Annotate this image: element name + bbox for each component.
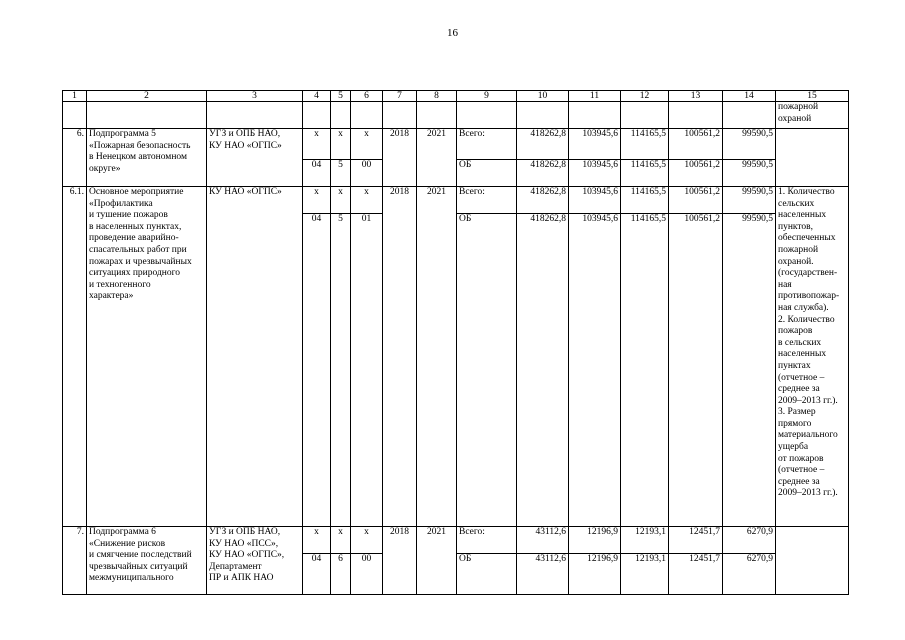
row-name-line: проведение аварийно- [89, 233, 179, 244]
row-name-line: в населенных пунктах, [89, 221, 182, 232]
value-2020: 100561,2 [669, 160, 723, 187]
row-indicators-line: (отчетное – [778, 465, 825, 476]
value-2020: 100561,2 [669, 214, 723, 527]
end-year: 2021 [417, 129, 457, 187]
row-indicators-line: пунктах [778, 360, 811, 371]
funding-source: Всего: [457, 527, 517, 554]
row-name-line: и смягчение последствий [89, 550, 192, 561]
row-indicators-line: среднее за [778, 384, 820, 395]
row-indicators-line: 2009–2013 гг.). [778, 395, 838, 406]
row-indicators-line: пожаров [778, 326, 813, 337]
row-name [87, 129, 207, 187]
value-2018: 12196,9 [569, 554, 621, 595]
cont-cell-12 [621, 102, 669, 129]
row-executor-line: Департамент [209, 561, 262, 572]
row-executor-line: КУ НАО «ОГПС», [209, 550, 285, 561]
start-year: 2018 [383, 129, 417, 187]
code-col6: 01 [351, 214, 383, 527]
row-indicators-line: противопожар- [778, 291, 840, 302]
end-year: 2021 [417, 187, 457, 527]
row-name-line: Подпрограмма 6 [89, 527, 156, 537]
funding-source: ОБ [457, 214, 517, 527]
value-2020: 12451,7 [669, 527, 723, 554]
value-2019: 114165,5 [621, 187, 669, 214]
code-col5: х [331, 527, 351, 554]
row-name-line: Основное мероприятие [89, 187, 184, 197]
row-indicators-line: пунктов, [778, 221, 814, 232]
cont-cell-5 [331, 102, 351, 129]
value-2019: 114165,5 [621, 214, 669, 527]
row-indicators-line: ная служба). [778, 302, 829, 313]
header-col-1: 1 [63, 91, 87, 102]
row-indicators-line: 2. Количество [778, 314, 835, 325]
row-executor-line: УГЗ и ОПБ НАО, [209, 527, 281, 537]
value-2021: 6270,9 [723, 554, 776, 595]
code-col4: х [303, 129, 331, 160]
row-indicators-line: ущерба [778, 442, 809, 453]
row-name-line: пожарах и чрезвычайных [89, 256, 192, 267]
header-col-5: 5 [331, 91, 351, 102]
cont-cell-4 [303, 102, 331, 129]
header-col-10: 10 [517, 91, 569, 102]
row-executor [207, 129, 303, 187]
value-2018: 103945,6 [569, 129, 621, 160]
row-name-line: округе» [89, 163, 121, 174]
funding-source: Всего: [457, 187, 517, 214]
value-total: 418262,8 [517, 160, 569, 187]
cont-col15-line: пожарной [778, 102, 819, 112]
cont-cell-1 [63, 102, 87, 129]
row-indicators-line: 3. Размер [778, 407, 816, 418]
row-indicators-line: материального [778, 430, 838, 441]
table-row [63, 527, 849, 554]
row-name [87, 187, 207, 527]
funding-source: ОБ [457, 554, 517, 595]
value-2019: 12193,1 [621, 527, 669, 554]
row-executor-line: КУ НАО «ОГПС» [209, 140, 282, 151]
row-indicators-line: ная [778, 279, 792, 290]
value-2019: 12193,1 [621, 554, 669, 595]
funding-source: Всего: [457, 129, 517, 160]
row-indicators-line: (отчетное – [778, 372, 825, 383]
cont-cell-10 [517, 102, 569, 129]
value-2021: 99590,5 [723, 214, 776, 527]
header-row [63, 91, 849, 102]
code-col5: х [331, 187, 351, 214]
row-indicators-line: 2009–2013 гг.). [778, 488, 838, 499]
row-indicators [776, 187, 849, 527]
header-col-8: 8 [417, 91, 457, 102]
row-indicators-line: охраной. [778, 256, 814, 267]
table-row [63, 129, 849, 160]
row-indicators-line: населенных [778, 210, 827, 221]
code-col5: 6 [331, 554, 351, 595]
header-col-7: 7 [383, 91, 417, 102]
row-executor [207, 527, 303, 595]
code-col5: 5 [331, 214, 351, 527]
cont-cell-2 [87, 102, 207, 129]
row-indicators-line: (государствен- [778, 268, 838, 279]
program-table [62, 90, 849, 595]
row-executor-line: УГЗ и ОПБ НАО, [209, 129, 281, 139]
code-col6: х [351, 527, 383, 554]
value-2021: 99590,5 [723, 187, 776, 214]
header-col-2: 2 [87, 91, 207, 102]
value-total: 43112,6 [517, 527, 569, 554]
value-2020: 100561,2 [669, 187, 723, 214]
header-col-6: 6 [351, 91, 383, 102]
row-indicators-line: обеспеченных [778, 233, 836, 244]
row-name-line: «Снижение рисков [89, 538, 166, 549]
row-name-line: характера» [89, 291, 134, 302]
row-name-line: «Пожарная безопасность [89, 140, 191, 151]
header-col-9: 9 [457, 91, 517, 102]
end-year: 2021 [417, 527, 457, 595]
row-name-line: чрезвычайных ситуаций [89, 561, 188, 572]
value-total: 418262,8 [517, 187, 569, 214]
value-2018: 103945,6 [569, 214, 621, 527]
cont-col15 [776, 102, 849, 129]
value-total: 418262,8 [517, 214, 569, 527]
continuation-row [63, 102, 849, 129]
row-name-line: ситуациях природного [89, 268, 181, 279]
row-name-line: спасательных работ при [89, 244, 187, 255]
value-2018: 103945,6 [569, 160, 621, 187]
value-2020: 12451,7 [669, 554, 723, 595]
row-name-line: межмуниципального [89, 573, 174, 584]
row-indicators-line: в сельских [778, 337, 822, 348]
value-2019: 114165,5 [621, 129, 669, 160]
code-col4: 04 [303, 214, 331, 527]
row-name-line: Подпрограмма 5 [89, 129, 156, 139]
header-col-14: 14 [723, 91, 776, 102]
row-executor-line: КУ НАО «ОГПС» [209, 187, 282, 197]
row-number: 6. [63, 129, 87, 187]
header-col-11: 11 [569, 91, 621, 102]
code-col6: 00 [351, 160, 383, 187]
value-2018: 103945,6 [569, 187, 621, 214]
header-col-3: 3 [207, 91, 303, 102]
code-col6: х [351, 187, 383, 214]
code-col6: х [351, 129, 383, 160]
row-name-line: и тушение пожаров [89, 210, 168, 221]
cont-cell-11 [569, 102, 621, 129]
row-indicators-line: населенных [778, 349, 827, 360]
start-year: 2018 [383, 527, 417, 595]
row-indicators-line: от пожаров [778, 453, 824, 464]
code-col6: 00 [351, 554, 383, 595]
cont-cell-3 [207, 102, 303, 129]
start-year: 2018 [383, 187, 417, 527]
row-name [87, 527, 207, 595]
cont-cell-6 [351, 102, 383, 129]
header-col-13: 13 [669, 91, 723, 102]
row-number: 7. [63, 527, 87, 595]
row-executor-line: КУ НАО «ПСС», [209, 538, 279, 549]
cont-cell-7 [383, 102, 417, 129]
page-number: 16 [447, 27, 458, 39]
row-indicators-line: сельских [778, 198, 815, 209]
value-2021: 99590,5 [723, 160, 776, 187]
cont-cell-9 [457, 102, 517, 129]
row-indicators-line: 1. Количество [778, 187, 835, 197]
row-indicators [776, 129, 849, 187]
row-name-line: и техногенного [89, 279, 151, 290]
value-2021: 6270,9 [723, 527, 776, 554]
table-row [63, 187, 849, 214]
cont-cell-13 [669, 102, 723, 129]
value-2021: 99590,5 [723, 129, 776, 160]
code-col4: х [303, 187, 331, 214]
code-col4: 04 [303, 160, 331, 187]
funding-source: ОБ [457, 160, 517, 187]
header-col-12: 12 [621, 91, 669, 102]
row-executor-line: ПР и АПК НАО [209, 573, 274, 584]
cont-cell-14 [723, 102, 776, 129]
header-col-4: 4 [303, 91, 331, 102]
row-executor [207, 187, 303, 527]
code-col4: х [303, 527, 331, 554]
value-2020: 100561,2 [669, 129, 723, 160]
code-col5: х [331, 129, 351, 160]
row-indicators [776, 527, 849, 595]
row-indicators-line: пожарной [778, 244, 819, 255]
row-indicators-line: прямого [778, 418, 812, 429]
header-col-15: 15 [776, 91, 849, 102]
value-total: 43112,6 [517, 554, 569, 595]
code-col4: 04 [303, 554, 331, 595]
row-number: 6.1. [63, 187, 87, 527]
row-name-line: в Ненецком автономном [89, 152, 187, 163]
cont-cell-8 [417, 102, 457, 129]
row-indicators-line: среднее за [778, 476, 820, 487]
code-col5: 5 [331, 160, 351, 187]
value-2019: 114165,5 [621, 160, 669, 187]
row-name-line: «Профилактика [89, 198, 153, 209]
value-total: 418262,8 [517, 129, 569, 160]
cont-col15-line: охраной [778, 113, 812, 124]
value-2018: 12196,9 [569, 527, 621, 554]
